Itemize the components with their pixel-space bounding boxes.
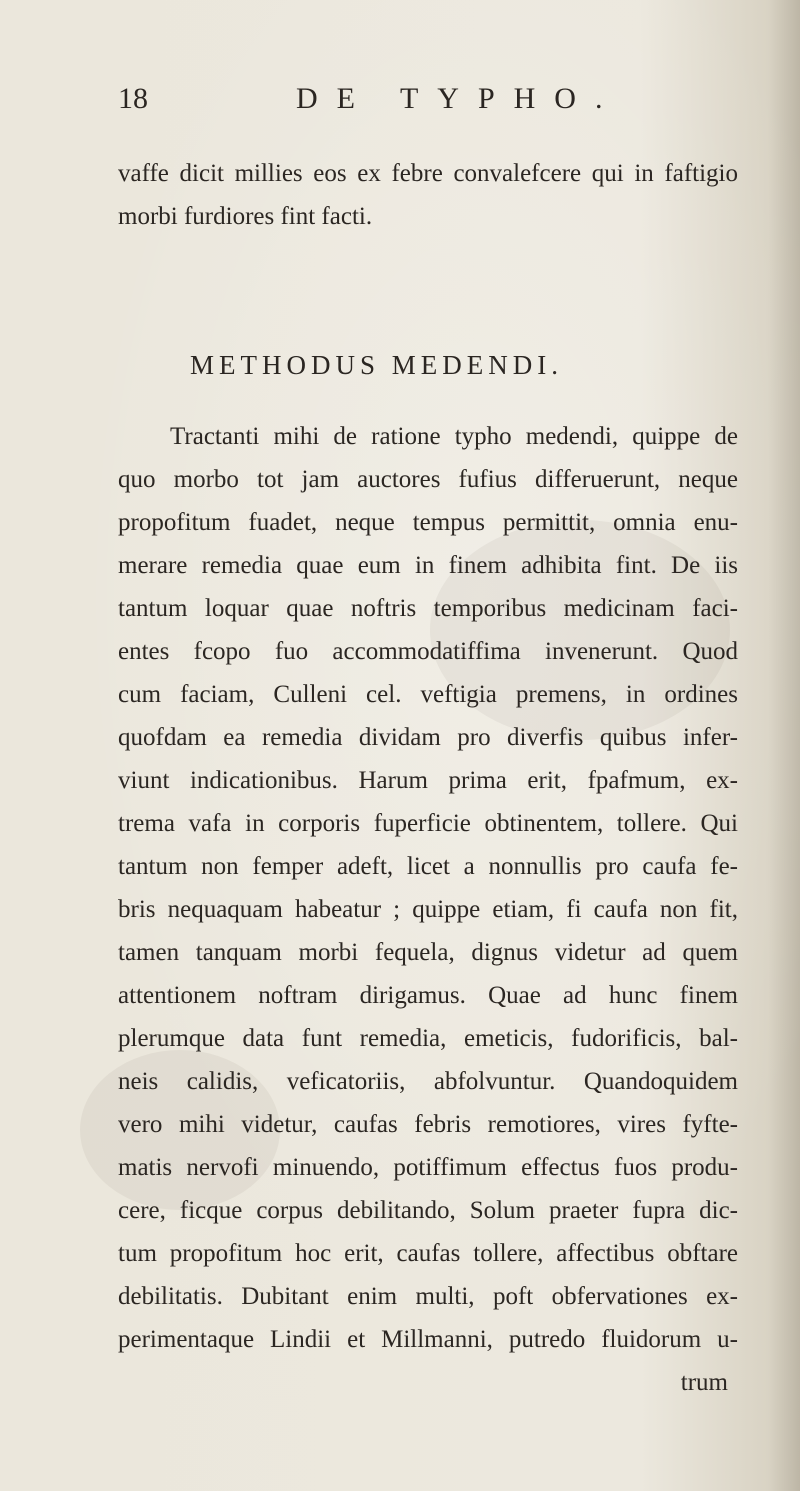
text-line: morbi furdiores fint facti.	[118, 203, 373, 230]
paragraph	[118, 415, 738, 1404]
text-line: tamen tanquam morbi fequela, dignus videtur ad quem	[118, 939, 738, 966]
text-line: cum faciam, Culleni cel. veftigia premens, in ordines	[118, 681, 738, 708]
text-line: merare remedia quae eum in finem adhibita fint. De iis	[118, 552, 738, 579]
text-line: perimentaque Lindii et Millmanni, putredo fluidorum u-	[118, 1326, 738, 1353]
text-line: viunt indicationibus. Harum prima erit, fpafmum, ex-	[118, 767, 738, 794]
section-heading: METHODUS MEDENDI.	[190, 350, 563, 380]
text-line: plerumque data funt remedia, emeticis, fudorificis, bal-	[118, 1025, 738, 1052]
text-line: quofdam ea remedia dividam pro diverfis quibus infer-	[118, 724, 738, 751]
text-line: matis nervofi minuendo, potiffimum effectus fuos produ-	[118, 1154, 738, 1181]
text-line: cere, ficque corpus debilitando, Solum praeter fupra dic-	[118, 1197, 738, 1224]
text-line: vaffe dicit millies eos ex febre convalefcere qui in faftigio	[118, 160, 738, 187]
text-line: trema vafa in corporis fuperficie obtinentem, tollere. Qui	[118, 810, 738, 837]
text-line: tantum loquar quae noftris temporibus medicinam faci-	[118, 595, 738, 622]
text-line: bris nequaquam habeatur ; quippe etiam, fi caufa non fit,	[118, 896, 738, 923]
text-line: attentionem noftram dirigamus. Quae ad hunc finem	[118, 982, 738, 1009]
text-line: entes fcopo fuo accommodatiffima invenerunt. Quod	[118, 638, 738, 665]
text-line: tantum non femper adeft, licet a nonnullis pro caufa fe-	[118, 853, 738, 880]
page-header	[0, 82, 800, 122]
catchword: trum	[680, 1369, 728, 1396]
text-line: Tractanti mihi de ratione typho medendi, quippe de	[170, 423, 738, 450]
text-line: propofitum fuadet, neque tempus permittit, omnia enu-	[118, 509, 738, 536]
text-line: vero mihi videtur, caufas febris remotiores, vires fyfte-	[118, 1111, 738, 1138]
opening-text	[118, 152, 738, 238]
page-number: 18	[118, 82, 148, 115]
text-line: tum propofitum hoc erit, caufas tollere, affectibus obftare	[118, 1240, 738, 1267]
text-line: debilitatis. Dubitant enim multi, poft obfervationes ex-	[118, 1283, 738, 1310]
running-title: DE TYPHO.	[296, 82, 622, 115]
text-line: neis calidis, veficatoriis, abfolvuntur. Quandoquidem	[118, 1068, 738, 1095]
text-line: quo morbo tot jam auctores fufius differuerunt, neque	[118, 466, 738, 493]
